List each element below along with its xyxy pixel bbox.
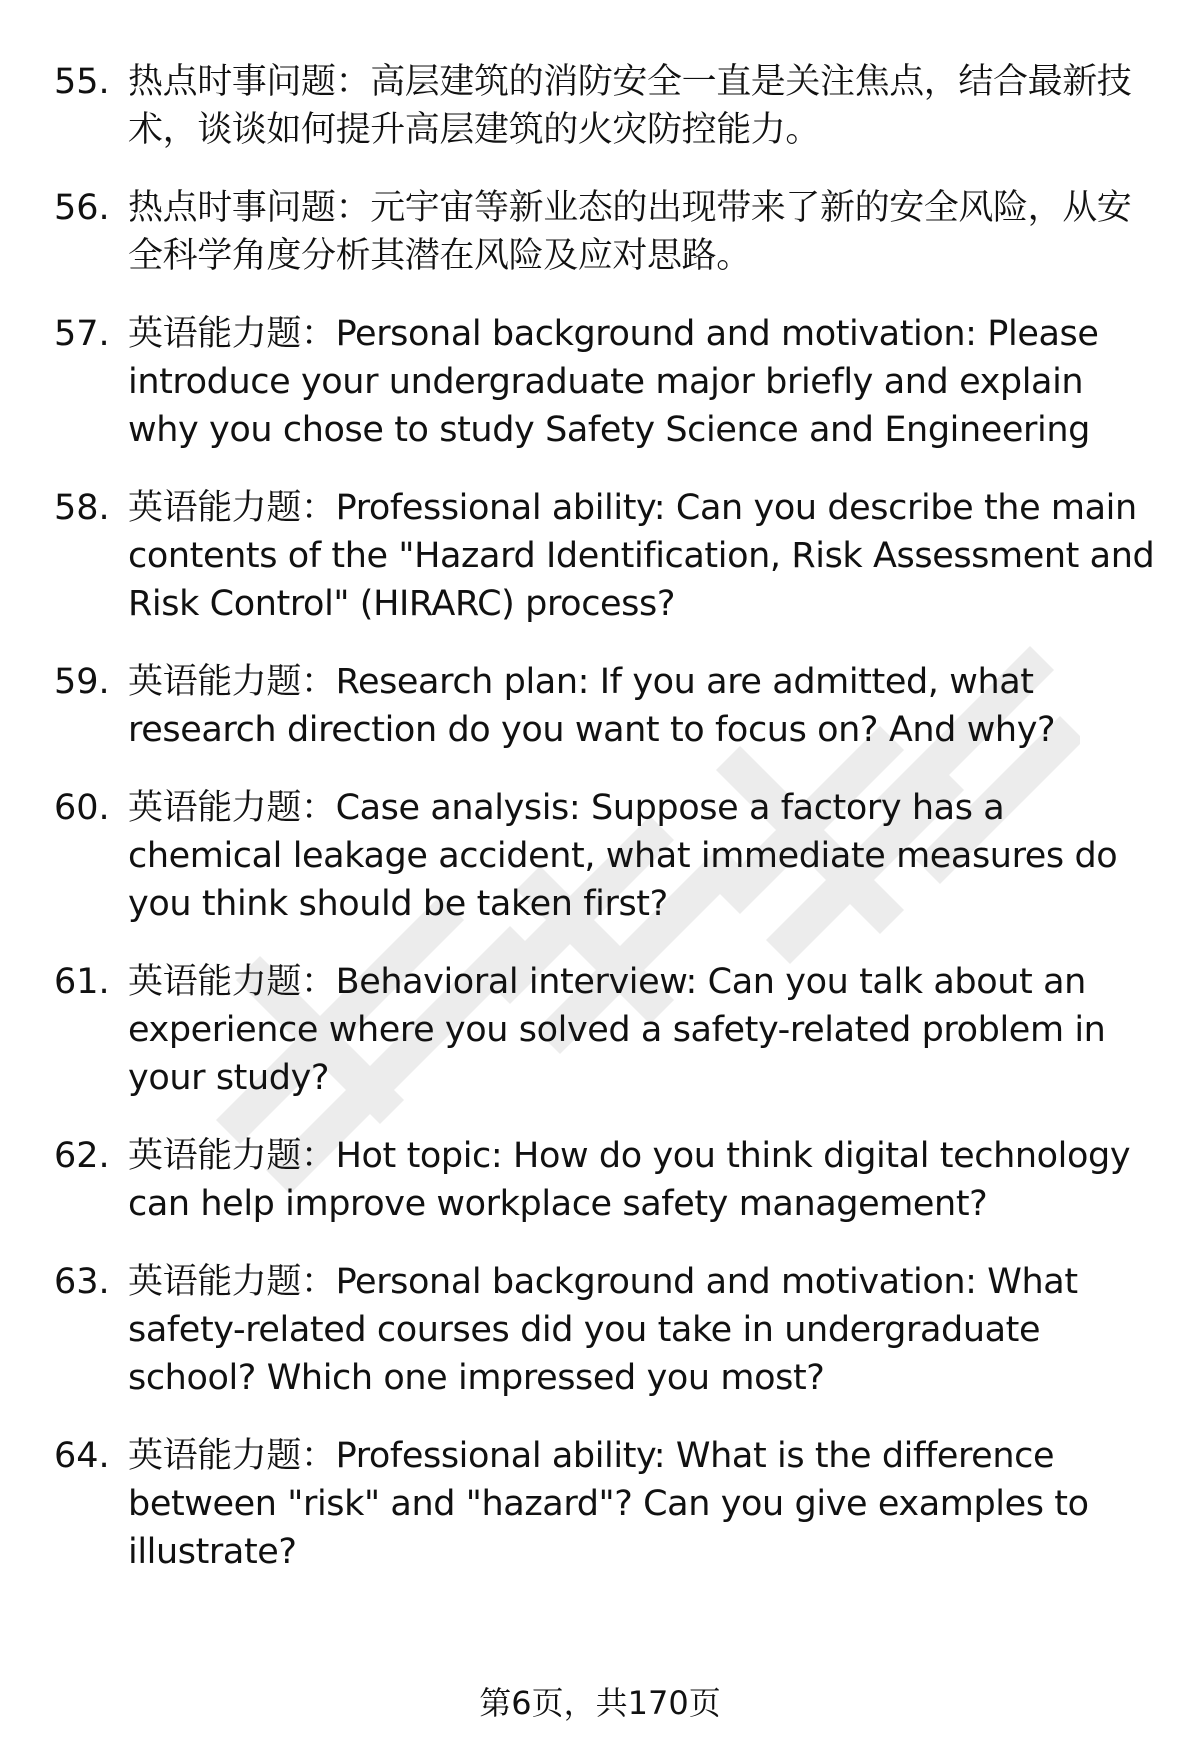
question-number: 62.	[54, 1136, 110, 1176]
question-item	[0, 1132, 1200, 1228]
question-number: 60.	[54, 788, 110, 828]
question-text: 英语能力题：Professional ability: Can you describe the main contents of the "Hazard Identification, Risk Assessment and Risk Control" (HIRARC) process?	[128, 488, 1155, 624]
question-number: 63.	[54, 1262, 110, 1302]
question-item	[0, 310, 1200, 454]
question-text: 英语能力题：Personal background and motivation: Please introduce your undergraduate major briefly and explain why you chose to study Safety Science and Engineering	[128, 314, 1099, 450]
question-text: 热点时事问题：高层建筑的消防安全一直是关注焦点，结合最新技术，谈谈如何提升高层建筑的火灾防控能力。	[128, 62, 1132, 150]
question-item	[0, 958, 1200, 1102]
question-item	[0, 1432, 1200, 1576]
question-item	[0, 184, 1200, 280]
question-text: 英语能力题：Research plan: If you are admitted, what research direction do you want to focus on? And why?	[128, 662, 1056, 750]
question-number: 57.	[54, 314, 110, 354]
question-item	[0, 784, 1200, 928]
question-number: 56.	[54, 188, 110, 228]
question-text: 英语能力题：Hot topic: How do you think digital technology can help improve workplace safety management?	[128, 1136, 1131, 1224]
question-number: 61.	[54, 962, 110, 1002]
question-item	[0, 1258, 1200, 1402]
question-number: 55.	[54, 62, 110, 102]
question-list	[0, 58, 1200, 1606]
question-text: 英语能力题：Personal background and motivation: What safety-related courses did you take in undergraduate school? Which one impressed you most?	[128, 1262, 1078, 1398]
question-item	[0, 658, 1200, 754]
question-number: 64.	[54, 1436, 110, 1476]
question-text: 英语能力题：Case analysis: Suppose a factory has a chemical leakage accident, what immediate measures do you think should be taken first?	[128, 788, 1118, 924]
question-text: 英语能力题：Professional ability: What is the difference between "risk" and "hazard"? Can you give examples to illustrate?	[128, 1436, 1089, 1572]
question-item	[0, 58, 1200, 154]
question-number: 59.	[54, 662, 110, 702]
page-footer: 第6页，共170页	[479, 1684, 721, 1722]
question-text: 热点时事问题：元宇宙等新业态的出现带来了新的安全风险，从安全科学角度分析其潜在风险及应对思路。	[128, 188, 1132, 276]
question-item	[0, 484, 1200, 628]
question-text: 英语能力题：Behavioral interview: Can you talk about an experience where you solved a safety-related problem in your study?	[128, 962, 1106, 1098]
question-number: 58.	[54, 488, 110, 528]
